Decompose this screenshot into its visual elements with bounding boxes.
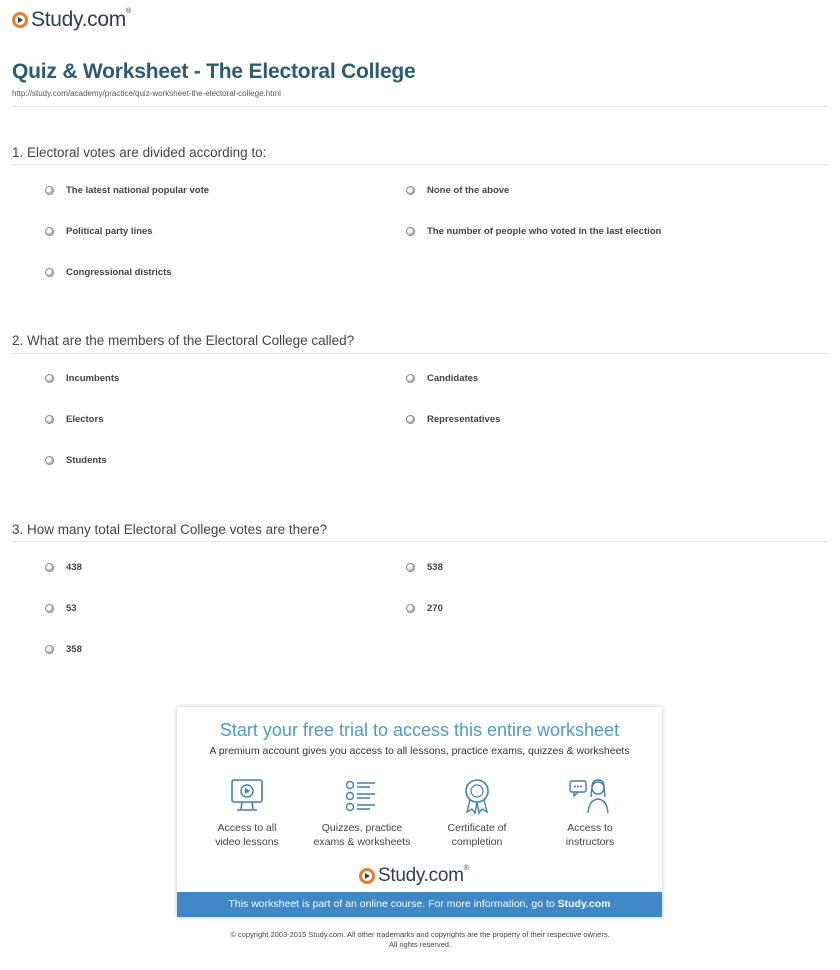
- answer-option[interactable]: Candidates: [406, 373, 478, 384]
- study-link[interactable]: Study.com: [557, 898, 611, 910]
- study-logo[interactable]: [12, 8, 131, 32]
- radio-button[interactable]: [45, 186, 54, 195]
- feature-quizzes[interactable]: [307, 777, 417, 849]
- feature-video-lessons[interactable]: [192, 777, 302, 849]
- radio-button[interactable]: [45, 268, 54, 277]
- divider: [12, 106, 828, 107]
- radio-button[interactable]: [406, 374, 415, 383]
- premium-promo-box: [177, 707, 662, 917]
- feature-label: Quizzes, practice exams & worksheets: [313, 822, 411, 848]
- page-title: Quiz & Worksheet - The Electoral College: [12, 60, 416, 83]
- divider: [12, 353, 828, 354]
- page-url[interactable]: http://study.com/academy/practice/quiz-worksheet-the-electoral-college.html: [12, 89, 281, 98]
- study-logo[interactable]: [359, 865, 469, 887]
- answer-option[interactable]: 358: [45, 644, 82, 655]
- divider: [12, 541, 828, 542]
- radio-button[interactable]: [45, 374, 54, 383]
- question-3: 3. How many total Electoral College votes are there?: [12, 522, 328, 537]
- radio-button[interactable]: [45, 645, 54, 654]
- feature-label: Access to instructors: [565, 822, 615, 848]
- answer-option[interactable]: 438: [45, 562, 82, 573]
- radio-button[interactable]: [406, 563, 415, 572]
- feature-label: Certificate of completion: [447, 822, 507, 848]
- logo-text: Study.com®: [378, 865, 469, 886]
- radio-button[interactable]: [406, 186, 415, 195]
- course-info-banner: This worksheet is part of an online course. For more information, go to Study.com: [177, 892, 662, 917]
- radio-button[interactable]: [45, 456, 54, 465]
- question-1: 1. Electoral votes are divided according to:: [12, 145, 267, 160]
- feature-instructors[interactable]: [535, 777, 645, 849]
- answer-option[interactable]: Political party lines: [45, 226, 153, 237]
- answer-option[interactable]: The number of people who voted in the last election: [406, 226, 661, 237]
- video-lesson-icon: [227, 777, 267, 815]
- play-circle-icon: [12, 12, 28, 28]
- radio-button[interactable]: [45, 415, 54, 424]
- radio-button[interactable]: [45, 563, 54, 572]
- radio-button[interactable]: [45, 227, 54, 236]
- answer-option[interactable]: 53: [45, 603, 77, 614]
- divider: [12, 164, 828, 165]
- question-2: 2. What are the members of the Electoral College called?: [12, 333, 355, 348]
- answer-option[interactable]: Congressional districts: [45, 267, 172, 278]
- instructor-icon: [568, 777, 612, 815]
- answer-option[interactable]: 270: [406, 603, 443, 614]
- answer-option[interactable]: None of the above: [406, 185, 509, 196]
- promo-title[interactable]: Start your free trial to access this entire worksheet: [219, 720, 620, 740]
- play-circle-icon: [359, 868, 375, 884]
- answer-option[interactable]: Electors: [45, 414, 104, 425]
- answer-option[interactable]: Representatives: [406, 414, 500, 425]
- answer-option[interactable]: Students: [45, 455, 107, 466]
- logo-text: Study.com®: [31, 8, 131, 31]
- certificate-icon: [457, 777, 497, 815]
- promo-subtitle: A premium account gives you access to all lessons, practice exams, quizzes & worksheets: [209, 745, 630, 757]
- copyright-footer: © copyright 2003-2015 Study.com. All other trademarks and copyrights are the property of their respective owners. All rights reserved.: [230, 930, 610, 949]
- answer-option[interactable]: The latest national popular vote: [45, 185, 209, 196]
- radio-button[interactable]: [406, 604, 415, 613]
- quiz-list-icon: [342, 777, 382, 815]
- radio-button[interactable]: [406, 415, 415, 424]
- radio-button[interactable]: [45, 604, 54, 613]
- answer-option[interactable]: Incumbents: [45, 373, 119, 384]
- feature-certificate[interactable]: [422, 777, 532, 849]
- radio-button[interactable]: [406, 227, 415, 236]
- feature-label: Access to all video lessons: [215, 822, 279, 848]
- answer-option[interactable]: 538: [406, 562, 443, 573]
